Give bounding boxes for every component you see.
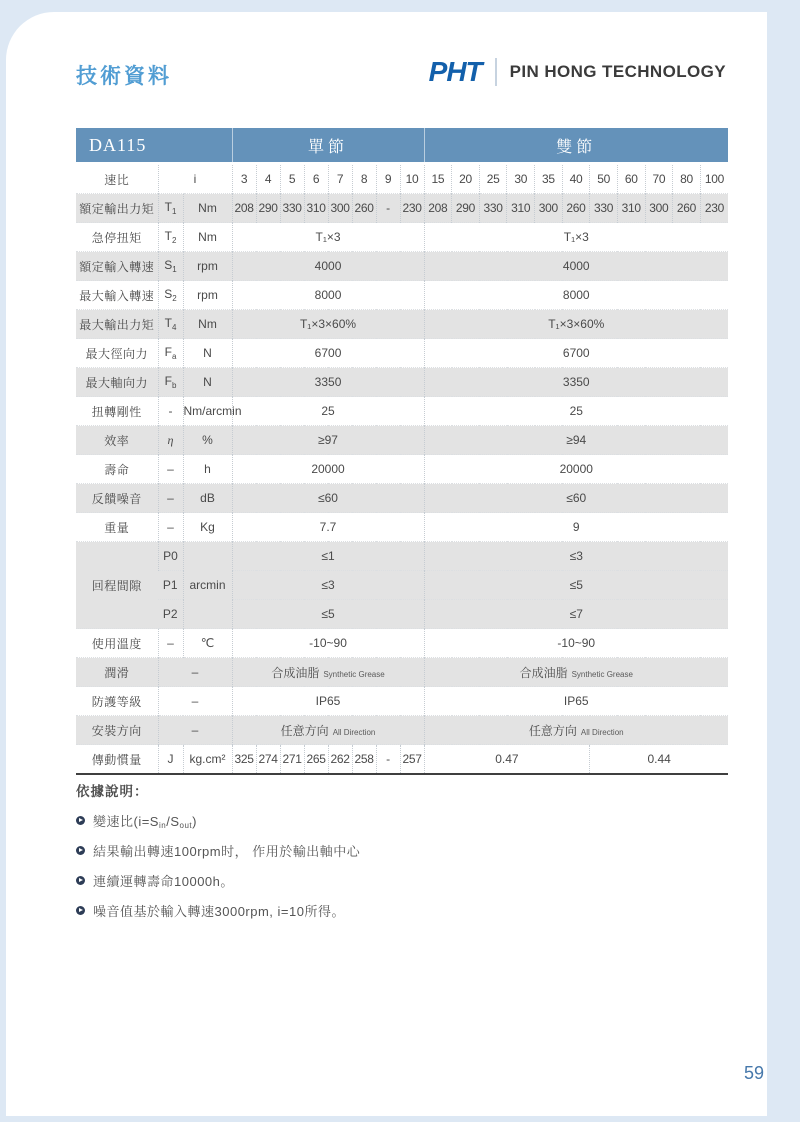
value-cell: 6: [304, 164, 328, 194]
value-cell: 任意方向 All Direction: [232, 716, 424, 745]
value-cell: 260: [673, 194, 701, 223]
value-cell: ≤60: [232, 484, 424, 513]
row-unit: Nm: [183, 194, 232, 223]
value-cell: 208: [232, 194, 256, 223]
value-cell: 330: [590, 194, 618, 223]
table-row: [76, 716, 728, 745]
row-label: 回程間隙: [76, 542, 158, 629]
row-symbol: $T_2$: [158, 223, 183, 252]
row-unit: N: [183, 368, 232, 397]
value-cell: 合成油脂 Synthetic Grease: [232, 658, 424, 687]
pht-logo: PHT: [428, 56, 482, 87]
value-cell: 60: [617, 164, 645, 194]
note-text: 噪音值基於輸入轉速3000rpm, i=10所得。: [93, 904, 345, 919]
row-symbol: $S_1$: [158, 252, 183, 281]
value-cell: 230: [400, 194, 424, 223]
value-cell: 35: [535, 164, 563, 194]
note-item: [76, 871, 596, 890]
value-cell: 8000: [424, 281, 728, 310]
value-cell: ≤5: [424, 571, 728, 600]
row-label: 速比: [76, 164, 158, 194]
value-cell: 310: [304, 194, 328, 223]
value-cell: 25: [479, 164, 507, 194]
brand: [429, 56, 726, 88]
page-title: 技術資料: [76, 65, 172, 88]
brand-divider: [495, 58, 497, 86]
table-row: [76, 571, 728, 600]
value-cell: 20000: [424, 455, 728, 484]
table-row: [76, 513, 728, 542]
value-cell: 290: [256, 194, 280, 223]
row-unit: dB: [183, 484, 232, 513]
row-unit: arcmin: [183, 542, 232, 629]
value-cell: 310: [507, 194, 535, 223]
note-bullet-icon: [76, 846, 85, 855]
value-cell: 4: [256, 164, 280, 194]
value-cell: 271: [280, 745, 304, 775]
row-symbol: –: [158, 658, 232, 687]
row-symbol: $S_2$: [158, 281, 183, 310]
value-cell: 330: [280, 194, 304, 223]
table-row: [76, 310, 728, 339]
value-cell: 100: [700, 164, 728, 194]
value-cell: 3350: [424, 368, 728, 397]
value-cell: T₁×3: [424, 223, 728, 252]
value-cell: 8000: [232, 281, 424, 310]
value-cell: 5: [280, 164, 304, 194]
value-cell: T₁×3×60%: [232, 310, 424, 339]
page-number: 59: [743, 1063, 764, 1083]
value-cell: 0.44: [590, 745, 728, 775]
row-label: 最大輸出力矩: [76, 310, 158, 339]
row-unit: ℃: [183, 629, 232, 658]
row-symbol: $F_b$: [158, 368, 183, 397]
row-label: 壽命: [76, 455, 158, 484]
value-cell: 257: [400, 745, 424, 775]
table-row: [76, 600, 728, 629]
row-unit: Nm/arcmin: [183, 397, 232, 426]
row-symbol: P2: [158, 600, 183, 629]
value-cell: ≤60: [424, 484, 728, 513]
note-item: [76, 901, 596, 920]
row-label: 防護等級: [76, 687, 158, 716]
row-symbol: i: [158, 164, 232, 194]
row-label: 最大徑向力: [76, 339, 158, 368]
value-cell: 9: [424, 513, 728, 542]
row-unit: rpm: [183, 252, 232, 281]
value-cell: 300: [645, 194, 673, 223]
row-label: 反饋噪音: [76, 484, 158, 513]
table-row: [76, 339, 728, 368]
value-cell: ≤7: [424, 600, 728, 629]
row-symbol: –: [158, 513, 183, 542]
notes: [76, 780, 596, 920]
value-note: Synthetic Grease: [571, 669, 633, 679]
note-item: [76, 811, 596, 830]
value-cell: 4000: [424, 252, 728, 281]
value-cell: 30: [507, 164, 535, 194]
row-symbol: P0: [158, 542, 183, 571]
value-cell: 25: [232, 397, 424, 426]
value-cell: 7: [328, 164, 352, 194]
row-label: 效率: [76, 426, 158, 455]
table-group-double: 雙節: [424, 128, 728, 164]
row-symbol: η: [158, 426, 183, 455]
table-model: DA115: [76, 128, 232, 164]
table-row: [76, 397, 728, 426]
value-cell: ≥94: [424, 426, 728, 455]
value-cell: ≤5: [232, 600, 424, 629]
table-row: [76, 658, 728, 687]
row-symbol: $T_4$: [158, 310, 183, 339]
value-cell: -: [376, 745, 400, 775]
table-row: [76, 484, 728, 513]
note-bullet-icon: [76, 816, 85, 825]
value-note: All Direction: [580, 727, 624, 737]
row-unit: %: [183, 426, 232, 455]
value-cell: 40: [562, 164, 590, 194]
value-cell: 6700: [232, 339, 424, 368]
row-symbol: –: [158, 629, 183, 658]
value-cell: 70: [645, 164, 673, 194]
value-cell: 260: [562, 194, 590, 223]
value-cell: 325: [232, 745, 256, 775]
notes-title: 依據說明：: [76, 784, 149, 799]
value-cell: 262: [328, 745, 352, 775]
value-cell: 290: [452, 194, 480, 223]
value-cell: 3: [232, 164, 256, 194]
note-item: [76, 841, 596, 860]
note-text: 連續運轉壽命10000h。: [93, 874, 234, 889]
table-row: [76, 194, 728, 223]
value-cell: IP65: [232, 687, 424, 716]
value-cell: 0.47: [424, 745, 590, 775]
row-unit: Nm: [183, 223, 232, 252]
note-list: [76, 811, 596, 920]
row-label: 急停扭矩: [76, 223, 158, 252]
value-cell: 6700: [424, 339, 728, 368]
value-cell: 合成油脂 Synthetic Grease: [424, 658, 728, 687]
value-cell: -10~90: [424, 629, 728, 658]
value-cell: -10~90: [232, 629, 424, 658]
value-cell: 10: [400, 164, 424, 194]
row-label: 最大軸向力: [76, 368, 158, 397]
row-label: 使用溫度: [76, 629, 158, 658]
row-unit: h: [183, 455, 232, 484]
value-cell: 300: [328, 194, 352, 223]
note-text: 變速比(i=Sin/Sout): [93, 814, 197, 830]
row-symbol: -: [158, 397, 183, 426]
value-cell: 208: [424, 194, 452, 223]
value-cell: ≤3: [232, 571, 424, 600]
table-row: [76, 745, 728, 775]
row-symbol: J: [158, 745, 183, 775]
spec-table: [76, 128, 728, 775]
table-row: [76, 629, 728, 658]
value-cell: 20000: [232, 455, 424, 484]
value-cell: 258: [352, 745, 376, 775]
table-group-single: 單節: [232, 128, 424, 164]
row-symbol: –: [158, 484, 183, 513]
value-cell: -: [376, 194, 400, 223]
row-unit: Kg: [183, 513, 232, 542]
table-row: [76, 542, 728, 571]
row-label: 潤滑: [76, 658, 158, 687]
row-symbol: P1: [158, 571, 183, 600]
row-unit: Nm: [183, 310, 232, 339]
value-cell: ≥97: [232, 426, 424, 455]
note-bullet-icon: [76, 876, 85, 885]
value-cell: 50: [590, 164, 618, 194]
value-cell: T₁×3: [232, 223, 424, 252]
value-note: Synthetic Grease: [323, 669, 385, 679]
note-text: 結果輸出轉速100rpm时， 作用於輸出軸中心: [93, 844, 361, 859]
row-symbol: $F_a$: [158, 339, 183, 368]
value-cell: ≤3: [424, 542, 728, 571]
table-row: [76, 455, 728, 484]
value-cell: 300: [535, 194, 563, 223]
row-symbol: –: [158, 716, 232, 745]
row-label: 額定輸入轉速: [76, 252, 158, 281]
row-symbol: –: [158, 687, 232, 716]
row-label: 安裝方向: [76, 716, 158, 745]
table-header-row: [76, 128, 728, 164]
value-cell: 3350: [232, 368, 424, 397]
row-label: 傳動慣量: [76, 745, 158, 775]
value-cell: 260: [352, 194, 376, 223]
table-row: [76, 164, 728, 194]
value-cell: 9: [376, 164, 400, 194]
row-unit: kg.cm²: [183, 745, 232, 775]
table-row: [76, 687, 728, 716]
row-label: 最大輸入轉速: [76, 281, 158, 310]
value-cell: 330: [479, 194, 507, 223]
row-symbol: $T_1$: [158, 194, 183, 223]
value-cell: 4000: [232, 252, 424, 281]
note-bullet-icon: [76, 906, 85, 915]
value-cell: 265: [304, 745, 328, 775]
row-unit: N: [183, 339, 232, 368]
value-cell: 310: [617, 194, 645, 223]
value-cell: T₁×3×60%: [424, 310, 728, 339]
value-cell: 25: [424, 397, 728, 426]
table-row: [76, 368, 728, 397]
value-cell: IP65: [424, 687, 728, 716]
value-cell: 274: [256, 745, 280, 775]
row-label: 扭轉剛性: [76, 397, 158, 426]
value-cell: ≤1: [232, 542, 424, 571]
value-cell: 8: [352, 164, 376, 194]
value-cell: 20: [452, 164, 480, 194]
value-cell: 80: [673, 164, 701, 194]
table-row: [76, 252, 728, 281]
table-row: [76, 426, 728, 455]
row-symbol: –: [158, 455, 183, 484]
table-row: [76, 281, 728, 310]
value-cell: 任意方向 All Direction: [424, 716, 728, 745]
row-label: 額定輸出力矩: [76, 194, 158, 223]
brand-name: PIN HONG TECHNOLOGY: [509, 62, 726, 81]
row-label: 重量: [76, 513, 158, 542]
row-unit: rpm: [183, 281, 232, 310]
value-note: All Direction: [332, 727, 376, 737]
value-cell: 230: [700, 194, 728, 223]
table-row: [76, 223, 728, 252]
value-cell: 7.7: [232, 513, 424, 542]
value-cell: 15: [424, 164, 452, 194]
